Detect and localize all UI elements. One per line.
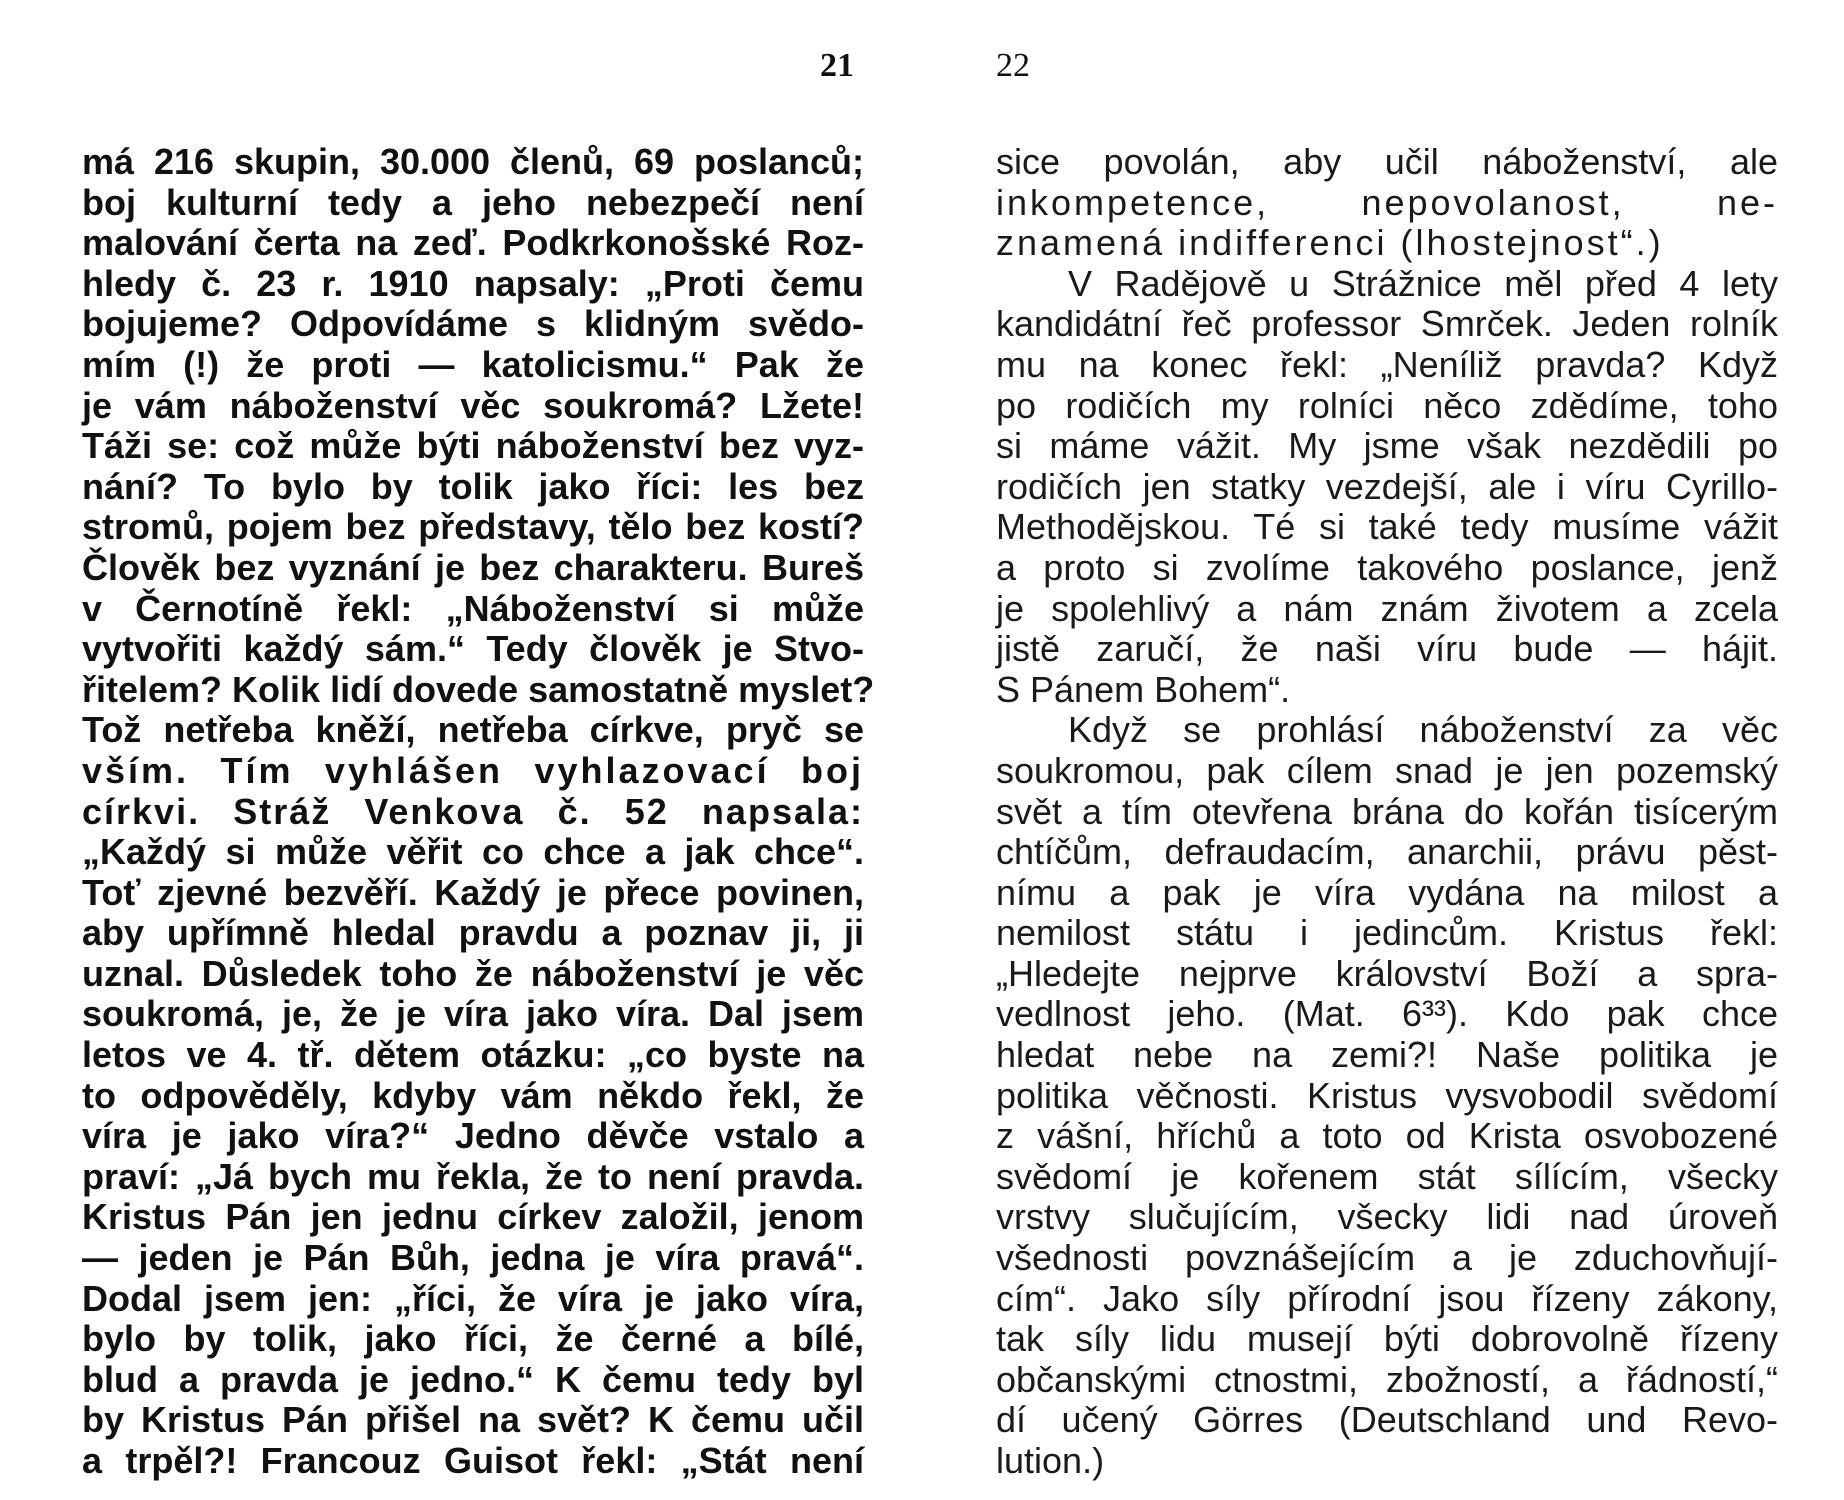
text-line: Methodějskou. Té si také tedy musíme vážit: [996, 506, 1778, 548]
left-page-text: [82, 141, 875, 1482]
text-line: stromů, pojem bez představy, tělo bez kostí?: [82, 506, 864, 548]
text-line: mu na konec řekl: „Neníliž pravda? Když: [996, 343, 1778, 385]
text-line: vytvořiti každý sám.“ Tedy člověk je Stvo-: [82, 628, 864, 670]
text-line: řitelem? Kolik lidí dovede samostatně myslet?: [82, 668, 875, 710]
text-line: soukromá, je, že je víra jako víra. Dal jsem: [82, 993, 864, 1035]
text-line: sice povolán, aby učil náboženství, ale: [996, 141, 1778, 182]
text-line: Tož netřeba kněží, netřeba církve, pryč se: [82, 709, 864, 751]
right-page-text: [996, 142, 1778, 1482]
text-line: hledat nebe na zemi?! Naše politika je: [996, 1034, 1778, 1076]
text-line: v Černotíně řekl: „Náboženství si může: [82, 587, 864, 629]
text-line: to odpověděly, kdyby vám někdo řekl, že: [82, 1074, 864, 1116]
text-line: nání? To bylo by tolik jako říci: les bez: [82, 465, 864, 507]
right-page: [922, 0, 1844, 1500]
text-line: letos ve 4. tř. dětem otázku: „co byste na: [82, 1034, 864, 1076]
text-line: soukromou, pak cílem snad je jen pozemský: [996, 749, 1778, 791]
text-line: je vám náboženství věc soukromá? Lžete!: [82, 384, 864, 426]
text-line: Toť zjevné bezvěří. Každý je přece povinen,: [82, 871, 864, 913]
text-line: jistě zaručí, že naši víru bude — hájit.: [996, 628, 1778, 670]
text-line: „Hledejte nejprve království Boží a spra-: [996, 952, 1778, 994]
text-line: uznal. Důsledek toho že náboženství je věc: [82, 952, 864, 994]
text-line: chtíčům, defraudacím, anarchii, právu pěst-: [996, 831, 1778, 873]
text-line: nemilost státu i jedincům. Kristus řekl:: [996, 912, 1778, 954]
text-line: z vášní, hříchů a toto od Krista osvobozené: [996, 1115, 1778, 1157]
text-line: aby upřímně hledal pravdu a poznav ji, ji: [82, 912, 864, 954]
text-line: vrstvy slučujícím, všecky lidi nad úroveň: [996, 1196, 1778, 1238]
text-line: lution.): [996, 1440, 1105, 1481]
text-line: Dodal jsem jen: „říci, že víra je jako víra,: [82, 1277, 864, 1319]
text-line: Člověk bez vyznání je bez charakteru. Bureš: [82, 546, 864, 588]
text-line: všednosti povznášejícím a je zduchovňují-: [996, 1237, 1778, 1279]
text-line: V Radějově u Strážnice měl před 4 lety: [1068, 262, 1778, 304]
text-line: dí učený Görres (Deutschland und Revo-: [996, 1399, 1778, 1441]
text-line: hledy č. 23 r. 1910 napsaly: „Proti čemu: [82, 262, 864, 304]
text-line: po rodičích my rolníci něco zdědíme, toho: [996, 384, 1778, 426]
page-number: 21: [820, 47, 854, 84]
page-number: 22: [996, 47, 1030, 84]
text-line: rodičích jen statky vezdejší, ale i víru Cyrillo-: [996, 465, 1778, 507]
text-line: politika věčnosti. Kristus vysvobodil svědomí: [996, 1074, 1778, 1116]
text-line: si máme vážit. My jsme však nezdědili po: [996, 425, 1778, 467]
text-line: kandidátní řeč professor Smrček. Jeden rolník: [996, 303, 1778, 345]
text-line: vším. Tím vyhlášen vyhlazovací boj: [82, 749, 864, 791]
text-line: by Kristus Pán přišel na svět? K čemu učil: [82, 1399, 864, 1441]
text-line: bylo by tolik, jako říci, že černé a bílé,: [82, 1318, 864, 1360]
text-line: — jeden je Pán Bůh, jedna je víra pravá“.: [82, 1237, 864, 1279]
text-line: svět a tím otevřena brána do kořán tisícerým: [996, 790, 1778, 832]
text-line: tak síly lidu musejí býti dobrovolně řízeny: [996, 1318, 1778, 1360]
text-line: víra je jako víra?“ Jedno děvče vstalo a: [82, 1115, 864, 1157]
text-line: bojujeme? Odpovídáme s klidným svědo-: [82, 303, 864, 345]
text-line: S Pánem Bohem“.: [996, 668, 1291, 710]
text-line: a trpěl?! Francouz Guisot řekl: „Stát není: [82, 1440, 864, 1481]
text-line: církvi. Stráž Venkova č. 52 napsala:: [82, 790, 864, 832]
text-line: vedlnost jeho. (Mat. 6³³). Kdo pak chce: [996, 993, 1778, 1035]
text-line: znamená indifferenci (lhostejnost“.): [996, 222, 1664, 264]
text-line: a proto si zvolíme takového poslance, jenž: [996, 546, 1778, 588]
text-line: je spolehlivý a nám znám životem a zcela: [996, 587, 1778, 629]
text-line: má 216 skupin, 30.000 členů, 69 poslanců;: [82, 141, 864, 182]
text-line: cím“. Jako síly přírodní jsou řízeny zákony,: [996, 1277, 1778, 1319]
text-line: „Každý si může věřit co chce a jak chce“.: [82, 831, 864, 873]
text-line: mím (!) že proti — katolicismu.“ Pak že: [82, 343, 864, 385]
text-line: Když se prohlásí náboženství za věc: [1068, 709, 1778, 751]
text-line: Kristus Pán jen jednu církev založil, jenom: [82, 1196, 864, 1238]
text-line: svědomí je kořenem stát sílícím, všecky: [996, 1155, 1778, 1197]
text-line: malování čerta na zeď. Podkrkonošské Roz-: [82, 222, 864, 264]
text-line: občanskými ctnostmi, zbožností, a řádností,“: [996, 1358, 1778, 1400]
text-line: inkompetence, nepovolanost, ne-: [996, 181, 1778, 223]
text-line: nímu a pak je víra vydána na milost a: [996, 871, 1778, 913]
text-line: boj kulturní tedy a jeho nebezpečí není: [82, 181, 864, 223]
text-line: Táži se: což může býti náboženství bez vyz-: [82, 425, 864, 467]
text-line: praví: „Já bych mu řekla, že to není pravda.: [82, 1155, 864, 1197]
text-line: blud a pravda je jedno.“ K čemu tedy byl: [82, 1358, 864, 1400]
